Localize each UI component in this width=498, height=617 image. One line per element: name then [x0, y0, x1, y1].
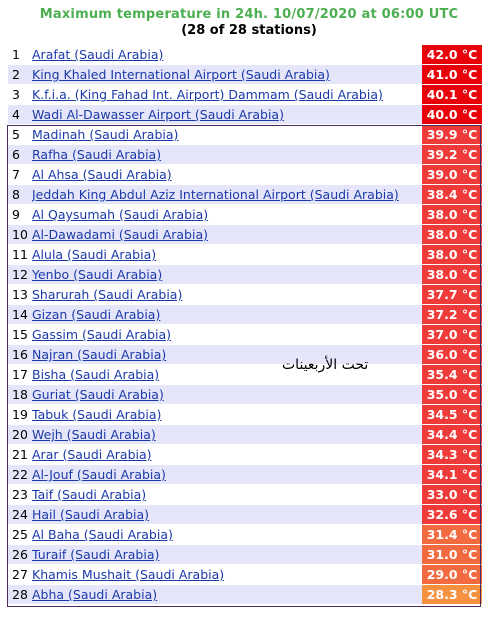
station-rank: 14	[12, 307, 28, 322]
station-name-cell	[32, 305, 422, 324]
station-name-cell	[32, 585, 422, 604]
station-rank: 10	[12, 227, 28, 242]
station-rank: 17	[12, 367, 28, 382]
temperature-badge: 33.0 °C	[422, 485, 482, 504]
station-rank: 3	[12, 87, 20, 102]
temperature-badge: 39.9 °C	[422, 125, 482, 144]
station-name-cell	[32, 145, 422, 164]
station-name-cell	[32, 545, 422, 564]
station-name-cell	[32, 165, 422, 184]
station-link[interactable]: Wejh (Saudi Arabia)	[32, 427, 156, 442]
table-row	[8, 345, 482, 365]
station-name-cell	[32, 525, 422, 544]
station-link[interactable]: Sharurah (Saudi Arabia)	[32, 287, 183, 302]
temperature-badge: 38.0 °C	[422, 225, 482, 244]
table-row	[8, 585, 482, 605]
station-rank: 13	[12, 287, 28, 302]
station-rank: 12	[12, 267, 28, 282]
temperature-badge: 37.7 °C	[422, 285, 482, 304]
temperature-badge: 39.2 °C	[422, 145, 482, 164]
station-table	[8, 45, 482, 605]
table-row	[8, 45, 482, 65]
annotation-text: تحت الأربعينات	[282, 357, 369, 373]
station-rank: 5	[12, 127, 20, 142]
station-name-cell	[32, 505, 422, 524]
station-rank: 16	[12, 347, 28, 362]
temperature-badge: 32.6 °C	[422, 505, 482, 524]
table-row	[8, 565, 482, 585]
temperature-badge: 37.0 °C	[422, 325, 482, 344]
station-rank: 25	[12, 527, 28, 542]
station-rank: 28	[12, 587, 28, 602]
temperature-badge: 28.3 °C	[422, 585, 482, 604]
table-row	[8, 205, 482, 225]
station-link[interactable]: Al-Jouf (Saudi Arabia)	[32, 467, 166, 482]
station-link[interactable]: Al Ahsa (Saudi Arabia)	[32, 167, 172, 182]
station-rank: 24	[12, 507, 28, 522]
station-link[interactable]: Khamis Mushait (Saudi Arabia)	[32, 567, 225, 582]
station-name-cell	[32, 465, 422, 484]
table-row	[8, 405, 482, 425]
station-link[interactable]: Rafha (Saudi Arabia)	[32, 147, 162, 162]
station-name-cell	[32, 185, 422, 204]
page-title: Maximum temperature in 24h. 10/07/2020 at 06:00 UTC	[39, 7, 459, 22]
station-link[interactable]: Yenbo (Saudi Arabia)	[32, 267, 163, 282]
temperature-badge: 41.0 °C	[422, 65, 482, 84]
table-row	[8, 145, 482, 165]
station-rank: 22	[12, 467, 28, 482]
table-row	[8, 165, 482, 185]
station-name-cell	[32, 205, 422, 224]
table-row	[8, 305, 482, 325]
station-rank: 7	[12, 167, 20, 182]
table-row	[8, 385, 482, 405]
station-rank: 15	[12, 327, 28, 342]
station-name-cell	[32, 285, 422, 304]
station-link[interactable]: Gizan (Saudi Arabia)	[32, 307, 161, 322]
temperature-badge: 34.4 °C	[422, 425, 482, 444]
station-rank: 4	[12, 107, 20, 122]
temperature-badge: 38.4 °C	[422, 185, 482, 204]
station-link[interactable]: Najran (Saudi Arabia)	[32, 347, 167, 362]
station-name-cell	[32, 565, 422, 584]
table-row	[8, 425, 482, 445]
station-rank: 8	[12, 187, 20, 202]
station-rank: 26	[12, 547, 28, 562]
station-link[interactable]: Guriat (Saudi Arabia)	[32, 387, 164, 402]
table-row	[8, 465, 482, 485]
station-rank: 2	[12, 67, 20, 82]
table-row	[8, 125, 482, 145]
table-row	[8, 365, 482, 385]
station-name-cell	[32, 245, 422, 264]
station-name-cell	[32, 85, 422, 104]
table-row	[8, 65, 482, 85]
temperature-badge: 31.4 °C	[422, 525, 482, 544]
temperature-badge: 40.0 °C	[422, 105, 482, 124]
temperature-badge: 39.0 °C	[422, 165, 482, 184]
table-row	[8, 105, 482, 125]
station-name-cell	[32, 45, 422, 64]
station-link[interactable]: Turaif (Saudi Arabia)	[32, 547, 160, 562]
temperature-badge: 38.0 °C	[422, 205, 482, 224]
table-row	[8, 505, 482, 525]
station-name-cell	[32, 105, 422, 124]
temperature-badge: 35.0 °C	[422, 385, 482, 404]
temperature-badge: 38.0 °C	[422, 265, 482, 284]
station-rank: 11	[12, 247, 28, 262]
table-row	[8, 545, 482, 565]
station-link[interactable]: Al-Dawadami (Saudi Arabia)	[32, 227, 208, 242]
station-name-cell	[32, 425, 422, 444]
station-link[interactable]: Arar (Saudi Arabia)	[32, 447, 152, 462]
table-row	[8, 485, 482, 505]
station-link[interactable]: Al Baha (Saudi Arabia)	[32, 527, 173, 542]
station-name-cell	[32, 385, 422, 404]
station-rank: 21	[12, 447, 28, 462]
station-rank: 1	[12, 47, 20, 62]
station-link[interactable]: Al Qaysumah (Saudi Arabia)	[32, 207, 209, 222]
station-rank: 18	[12, 387, 28, 402]
station-rank: 20	[12, 427, 28, 442]
station-name-cell	[32, 125, 422, 144]
station-rank: 27	[12, 567, 28, 582]
station-name-cell	[32, 485, 422, 504]
station-link[interactable]: Arafat (Saudi Arabia)	[32, 47, 164, 62]
table-row	[8, 185, 482, 205]
temperature-badge: 29.0 °C	[422, 565, 482, 584]
station-rank: 23	[12, 487, 28, 502]
station-link[interactable]: King Khaled International Airport (Saudi Arabia)	[32, 67, 330, 82]
table-row	[8, 445, 482, 465]
station-name-cell	[32, 445, 422, 464]
table-row	[8, 245, 482, 265]
table-row	[8, 285, 482, 305]
station-link[interactable]: Hail (Saudi Arabia)	[32, 507, 150, 522]
table-row	[8, 265, 482, 285]
station-name-cell	[32, 225, 422, 244]
station-link[interactable]: Taif (Saudi Arabia)	[32, 487, 147, 502]
station-count: (28 of 28 stations)	[181, 23, 317, 38]
station-link[interactable]: K.f.i.a. (King Fahad Int. Airport) Dammam (Saudi Arabia)	[32, 87, 383, 102]
station-rank: 6	[12, 147, 20, 162]
temperature-badge: 31.0 °C	[422, 545, 482, 564]
temperature-badge: 34.3 °C	[422, 445, 482, 464]
temperature-badge: 38.0 °C	[422, 245, 482, 264]
temperature-badge: 36.0 °C	[422, 345, 482, 364]
station-name-cell	[32, 405, 422, 424]
table-row	[8, 325, 482, 345]
station-name-cell	[32, 325, 422, 344]
table-row	[8, 525, 482, 545]
temperature-badge: 34.1 °C	[422, 465, 482, 484]
station-name-cell	[32, 265, 422, 284]
station-link[interactable]: Wadi Al-Dawasser Airport (Saudi Arabia)	[32, 107, 284, 122]
station-link[interactable]: Jeddah King Abdul Aziz International Airport (Saudi Arabia)	[32, 187, 399, 202]
station-link[interactable]: Gassim (Saudi Arabia)	[32, 327, 172, 342]
temperature-badge: 42.0 °C	[422, 45, 482, 64]
temperature-badge: 40.1 °C	[422, 85, 482, 104]
station-link[interactable]: Abha (Saudi Arabia)	[32, 587, 158, 602]
station-link[interactable]: Madinah (Saudi Arabia)	[32, 127, 179, 142]
temperature-badge: 34.5 °C	[422, 405, 482, 424]
station-name-cell	[32, 65, 422, 84]
station-link[interactable]: Bisha (Saudi Arabia)	[32, 367, 160, 382]
temperature-badge: 37.2 °C	[422, 305, 482, 324]
table-row	[8, 85, 482, 105]
station-link[interactable]: Alula (Saudi Arabia)	[32, 247, 157, 262]
station-rank: 9	[12, 207, 20, 222]
temperature-badge: 35.4 °C	[422, 365, 482, 384]
station-rank: 19	[12, 407, 28, 422]
station-link[interactable]: Tabuk (Saudi Arabia)	[32, 407, 162, 422]
table-row	[8, 225, 482, 245]
